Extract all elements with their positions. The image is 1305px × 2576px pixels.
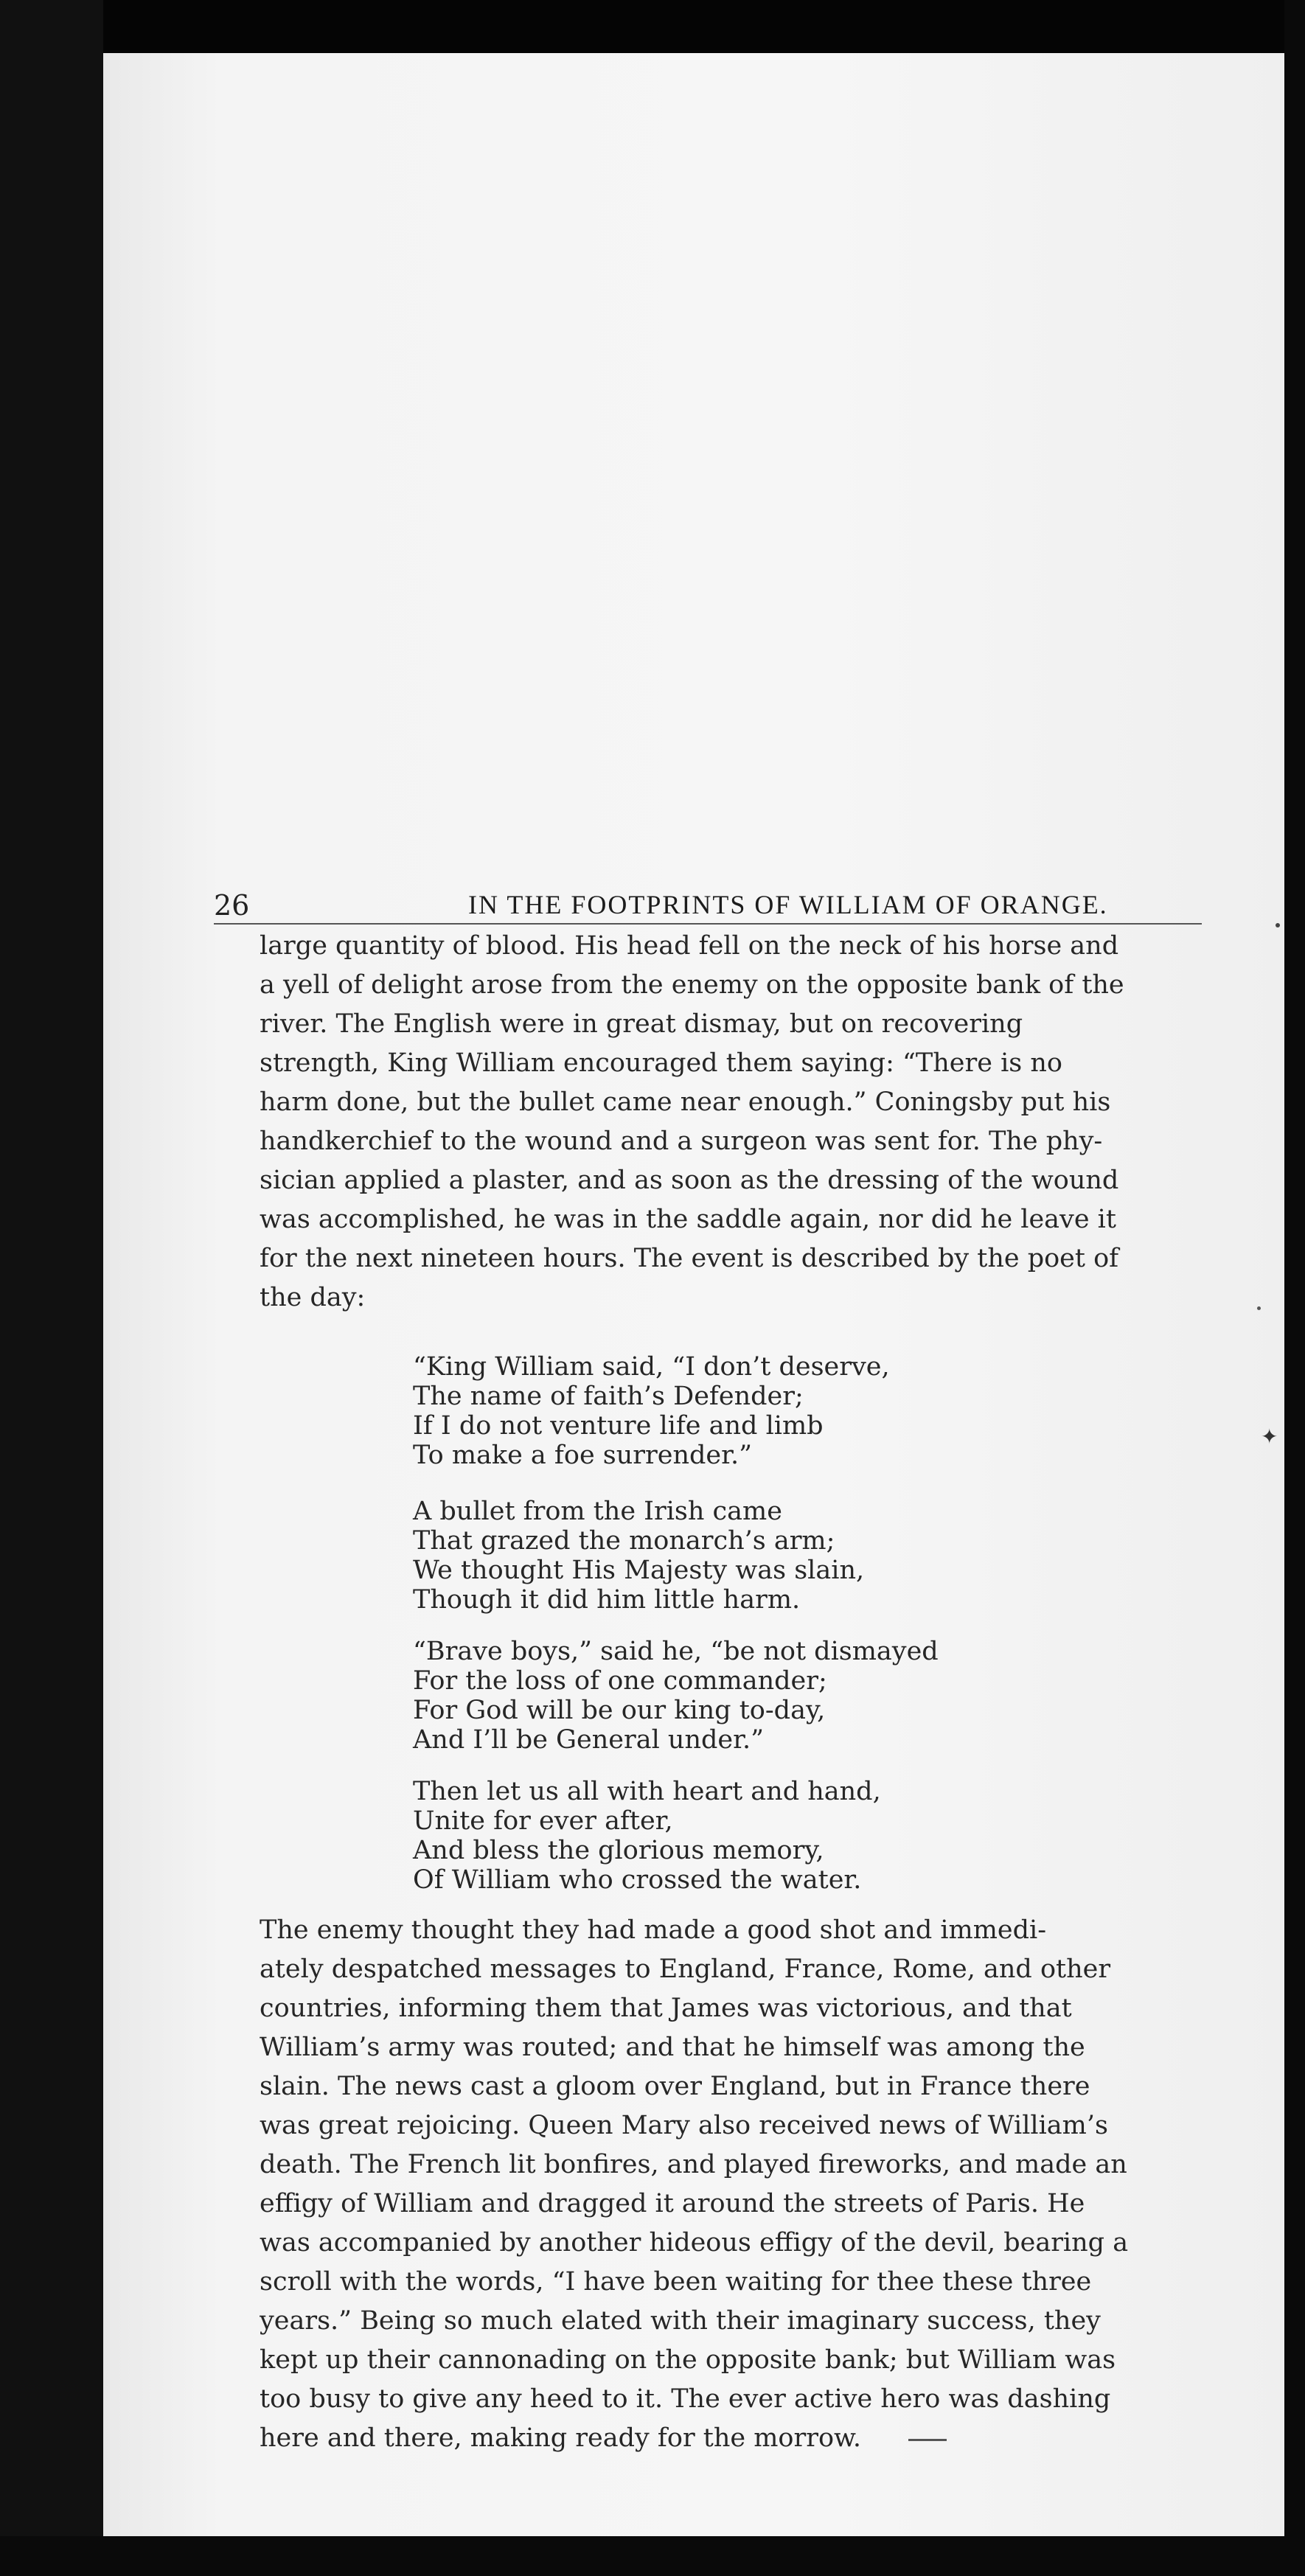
text-line: slain. The news cast a gloom over England, but in France there [260, 2072, 1090, 2101]
poem-stanza-4 [413, 1777, 1076, 1895]
text-line: The enemy thought they had made a good shot and immedi- [260, 1915, 1047, 1945]
paragraph-2 [260, 1911, 1218, 2458]
text-line: handkerchief to the wound and a surgeon was sent for. The phy- [260, 1127, 1103, 1156]
book-page [103, 53, 1284, 2536]
text-line: effigy of William and dragged it around the streets of Paris. He [260, 2189, 1085, 2218]
text-line: countries, informing them that James was victorious, and that [260, 1994, 1072, 2023]
verse-line: For God will be our king to-day, [413, 1696, 826, 1725]
text-line: was great rejoicing. Queen Mary also received news of William’s [260, 2111, 1108, 2140]
poem-stanza-3 [413, 1637, 1076, 1755]
text-line: the day: [260, 1283, 366, 1312]
verse-line: And I’ll be General under.” [413, 1725, 765, 1755]
text-line: strength, King William encouraged them saying: “There is no [260, 1048, 1062, 1078]
verse-line: That grazed the monarch’s arm; [413, 1526, 835, 1556]
verse-line: We thought His Majesty was slain, [413, 1556, 865, 1585]
page-number: 26 [214, 889, 250, 922]
text-line: for the next nineteen hours. The event is described by the poet of [260, 1244, 1119, 1273]
text-line: was accomplished, he was in the saddle again, nor did he leave it [260, 1205, 1116, 1234]
text-line: here and there, making ready for the morrow. [260, 2423, 861, 2453]
text-line: William’s army was routed; and that he himself was among the [260, 2033, 1085, 2062]
scan-speck [1276, 923, 1280, 927]
verse-line: Unite for ever after, [413, 1806, 673, 1836]
verse-line: If I do not venture life and limb [413, 1411, 824, 1441]
verse-line: To make a foe surrender.” [413, 1441, 753, 1470]
text-line: too busy to give any heed to it. The ever active hero was dashing [260, 2384, 1111, 2414]
text-line: death. The French lit bonfires, and played fireworks, and made an [260, 2150, 1127, 2179]
text-line: sician applied a plaster, and as soon as the dressing of the wound [260, 1166, 1119, 1195]
text-line: ately despatched messages to England, France, Rome, and other [260, 1954, 1111, 1984]
verse-line: The name of faith’s Defender; [413, 1382, 804, 1411]
text-line: large quantity of blood. His head fell on the neck of his horse and [260, 931, 1119, 961]
text-line: river. The English were in great dismay, but on recovering [260, 1009, 1023, 1039]
poem-stanza-2 [413, 1497, 1076, 1615]
verse-line: Of William who crossed the water. [413, 1865, 862, 1895]
film-border-bottom [0, 2536, 1305, 2576]
bottom-dash [908, 2439, 947, 2441]
verse-line: “Brave boys,” said he, “be not dismayed [413, 1637, 939, 1666]
running-head-title: IN THE FOOTPRINTS OF WILLIAM OF ORANGE. [468, 890, 1108, 919]
film-border-right [1284, 0, 1305, 2576]
verse-line: For the loss of one commander; [413, 1666, 827, 1696]
verse-line: Though it did him little harm. [413, 1585, 801, 1615]
running-head [214, 879, 1202, 925]
text-line: years.” Being so much elated with their imaginary success, they [260, 2306, 1101, 2336]
paragraph-1 [260, 927, 1218, 1317]
text-line: kept up their cannonading on the opposite bank; but William was [260, 2345, 1116, 2375]
text-line: harm done, but the bullet came near enough.” Coningsby put his [260, 1087, 1111, 1117]
text-line: was accompanied by another hideous effigy of the devil, bearing a [260, 2228, 1129, 2258]
scan-speck [1257, 1306, 1261, 1310]
poem-stanza-1 [413, 1352, 1076, 1470]
text-line: scroll with the words, “I have been waiting for thee these three [260, 2267, 1092, 2297]
scan-mark-icon: ✦ [1261, 1424, 1278, 1449]
verse-line: Then let us all with heart and hand, [413, 1777, 881, 1806]
film-border-top [0, 0, 1305, 53]
film-border-left [0, 0, 103, 2576]
verse-line: And bless the glorious memory, [413, 1836, 824, 1865]
verse-line: “King William said, “I don’t deserve, [413, 1352, 890, 1382]
text-line: a yell of delight arose from the enemy on the opposite bank of the [260, 970, 1124, 1000]
verse-line: A bullet from the Irish came [413, 1497, 782, 1526]
